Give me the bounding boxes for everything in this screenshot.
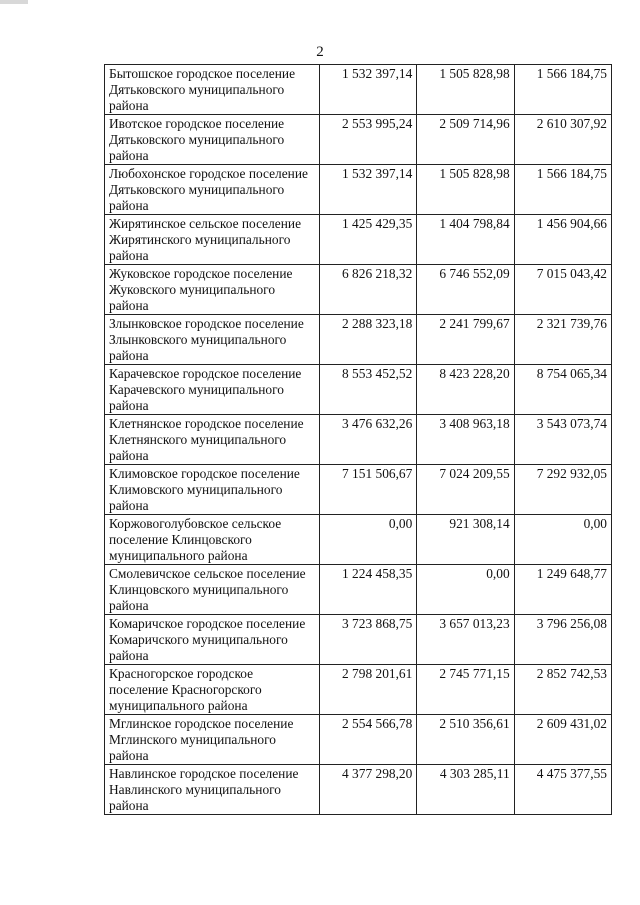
budget-table-body <box>105 65 612 815</box>
value-col-2: 3 408 963,18 <box>417 415 514 465</box>
value-col-3: 7 292 932,05 <box>514 465 611 515</box>
value-col-2: 6 746 552,09 <box>417 265 514 315</box>
table-row <box>105 765 612 815</box>
value-col-1: 2 554 566,78 <box>320 715 417 765</box>
value-col-3: 2 609 431,02 <box>514 715 611 765</box>
value-col-1: 1 224 458,35 <box>320 565 417 615</box>
value-col-2: 2 745 771,15 <box>417 665 514 715</box>
value-col-3: 3 796 256,08 <box>514 615 611 665</box>
settlement-name: Клетнянское городское поселение Клетнянского муниципального района <box>105 415 320 465</box>
value-col-2: 1 505 828,98 <box>417 165 514 215</box>
value-col-2: 2 241 799,67 <box>417 315 514 365</box>
value-col-1: 1 532 397,14 <box>320 165 417 215</box>
table-row <box>105 215 612 265</box>
table-row <box>105 265 612 315</box>
value-col-1: 8 553 452,52 <box>320 365 417 415</box>
table-row <box>105 115 612 165</box>
value-col-1: 2 553 995,24 <box>320 115 417 165</box>
settlement-name: Бытошское городское поселение Дятьковского муниципального района <box>105 65 320 115</box>
table-row <box>105 715 612 765</box>
table-row <box>105 415 612 465</box>
value-col-3: 1 566 184,75 <box>514 165 611 215</box>
value-col-1: 1 425 429,35 <box>320 215 417 265</box>
settlement-name: Красногорское городское поселение Красногорского муниципального района <box>105 665 320 715</box>
table-row <box>105 465 612 515</box>
scan-artifact <box>0 0 28 4</box>
settlement-name: Мглинское городское поселение Мглинского муниципального района <box>105 715 320 765</box>
value-col-2: 2 510 356,61 <box>417 715 514 765</box>
value-col-1: 3 723 868,75 <box>320 615 417 665</box>
table-row <box>105 565 612 615</box>
value-col-1: 1 532 397,14 <box>320 65 417 115</box>
table-row <box>105 665 612 715</box>
value-col-2: 4 303 285,11 <box>417 765 514 815</box>
table-row <box>105 515 612 565</box>
settlement-name: Злынковское городское поселение Злынковского муниципального района <box>105 315 320 365</box>
value-col-2: 0,00 <box>417 565 514 615</box>
value-col-1: 6 826 218,32 <box>320 265 417 315</box>
value-col-3: 1 566 184,75 <box>514 65 611 115</box>
settlement-name: Смолевичское сельское поселение Клинцовского муниципального района <box>105 565 320 615</box>
table-row <box>105 65 612 115</box>
settlement-name: Комаричское городское поселение Комаричского муниципального района <box>105 615 320 665</box>
value-col-3: 2 321 739,76 <box>514 315 611 365</box>
value-col-3: 1 249 648,77 <box>514 565 611 615</box>
value-col-1: 3 476 632,26 <box>320 415 417 465</box>
value-col-2: 3 657 013,23 <box>417 615 514 665</box>
value-col-1: 2 288 323,18 <box>320 315 417 365</box>
value-col-2: 921 308,14 <box>417 515 514 565</box>
value-col-2: 7 024 209,55 <box>417 465 514 515</box>
value-col-3: 3 543 073,74 <box>514 415 611 465</box>
value-col-3: 1 456 904,66 <box>514 215 611 265</box>
value-col-1: 4 377 298,20 <box>320 765 417 815</box>
value-col-2: 8 423 228,20 <box>417 365 514 415</box>
table-row <box>105 315 612 365</box>
value-col-3: 8 754 065,34 <box>514 365 611 415</box>
page-number: 2 <box>316 44 324 60</box>
settlement-name: Коржовоголубовское сельское поселение Клинцовского муниципального района <box>105 515 320 565</box>
value-col-3: 4 475 377,55 <box>514 765 611 815</box>
value-col-1: 2 798 201,61 <box>320 665 417 715</box>
table-row <box>105 165 612 215</box>
value-col-3: 7 015 043,42 <box>514 265 611 315</box>
value-col-3: 2 610 307,92 <box>514 115 611 165</box>
table-row <box>105 615 612 665</box>
settlement-name: Жирятинское сельское поселение Жирятинского муниципального района <box>105 215 320 265</box>
value-col-1: 7 151 506,67 <box>320 465 417 515</box>
value-col-2: 1 505 828,98 <box>417 65 514 115</box>
settlement-name: Жуковское городское поселение Жуковского муниципального района <box>105 265 320 315</box>
settlement-name: Климовское городское поселение Климовского муниципального района <box>105 465 320 515</box>
settlement-name: Ивотское городское поселение Дятьковского муниципального района <box>105 115 320 165</box>
budget-table <box>104 64 612 815</box>
value-col-3: 0,00 <box>514 515 611 565</box>
value-col-3: 2 852 742,53 <box>514 665 611 715</box>
settlement-name: Навлинское городское поселение Навлинского муниципального района <box>105 765 320 815</box>
value-col-2: 2 509 714,96 <box>417 115 514 165</box>
value-col-2: 1 404 798,84 <box>417 215 514 265</box>
table-row <box>105 365 612 415</box>
settlement-name: Любохонское городское поселение Дятьковского муниципального района <box>105 165 320 215</box>
value-col-1: 0,00 <box>320 515 417 565</box>
settlement-name: Карачевское городское поселение Карачевского муниципального района <box>105 365 320 415</box>
